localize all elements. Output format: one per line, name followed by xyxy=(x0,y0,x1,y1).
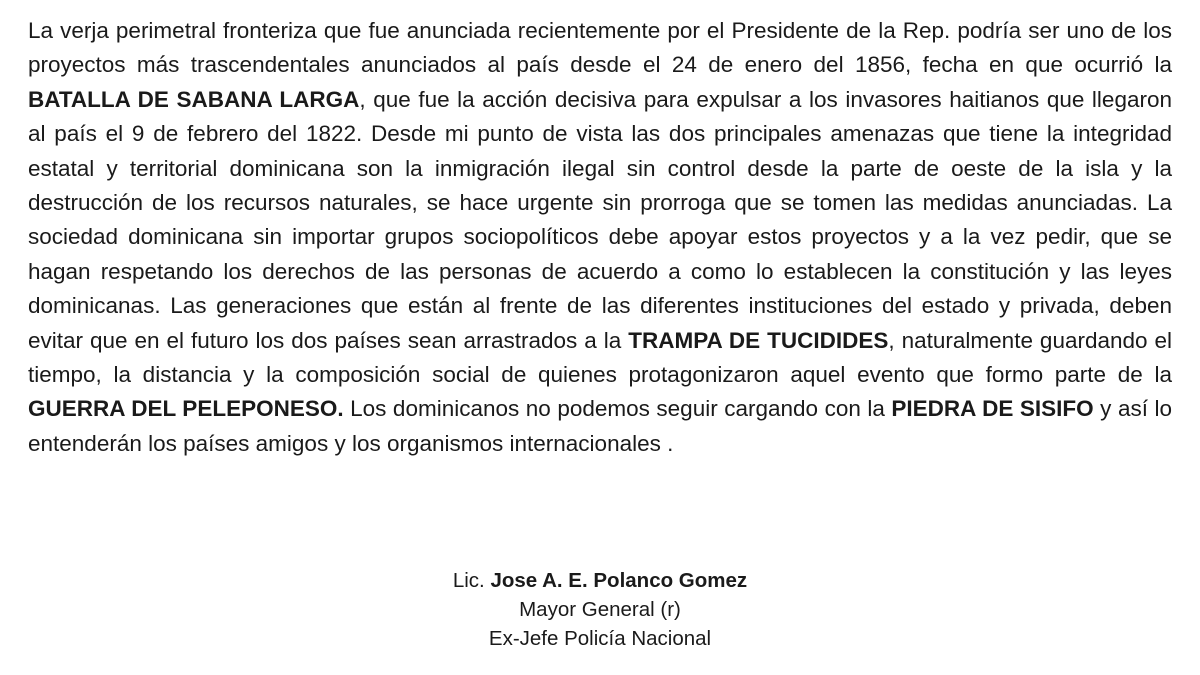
emphasis-piedra-de-sisifo: PIEDRA DE SISIFO xyxy=(891,396,1094,422)
emphasis-batalla-de-sabana-larga: BATALLA DE SABANA LARGA xyxy=(28,86,360,112)
signature-position: Ex-Jefe Policía Nacional xyxy=(488,627,712,650)
letter-page xyxy=(28,14,1172,662)
signature-rank: Mayor General (r) xyxy=(519,598,681,621)
emphasis-guerra-del-peleponeso: GUERRA DEL PELEPONESO. xyxy=(28,396,344,422)
article-text: Los dominicanos no podemos seguir cargando con la xyxy=(343,396,892,422)
article-text: La verja perimetral fronteriza que fue anunciada recientemente por el Presidente de la Rep. podría ser uno de los proyectos más trascendentales anunciados al país desde el 24 de enero del 1856, fecha en que ocurrió la xyxy=(28,18,1172,78)
signature-name: Jose A. E. Polanco Gomez xyxy=(490,569,748,592)
emphasis-trampa-de-tucidides: TRAMPA DE TUCIDIDES xyxy=(628,327,889,353)
signature-block xyxy=(28,566,1172,653)
article-paragraph xyxy=(28,14,1172,461)
article-text: , que fue la acción decisiva para expulsar a los invasores haitianos que llegaron al país el 9 de febrero del 1822. Desde mi punto de vista las dos principales amenazas que tiene la integridad estatal y territorial dominicana son la inmigración ilegal sin control desde la parte de oeste de la isla y la destrucción de los recursos naturales, se hace urgente sin prorroga que se tomen las medidas anunciadas. La sociedad dominicana sin importar grupos sociopolíticos debe apoyar estos proyectos y a la vez pedir, que se hagan respetando los derechos de las personas de acuerdo a como lo establecen la constitución y las leyes dominicanas. Las generaciones que están al frente de las diferentes instituciones del estado y privada, deben evitar que en el futuro los dos países sean arrastrados a la xyxy=(28,86,1172,353)
signature-name-line xyxy=(28,566,1172,595)
article-text: , naturalmente guardando el tiempo, la distancia y la composición social de quienes protagonizaron aquel evento que formo parte de la xyxy=(28,327,1173,388)
article-text: y así lo entenderán los países amigos y los organismos internacionales . xyxy=(28,396,1173,456)
signature-prefix: Lic. xyxy=(452,569,491,592)
